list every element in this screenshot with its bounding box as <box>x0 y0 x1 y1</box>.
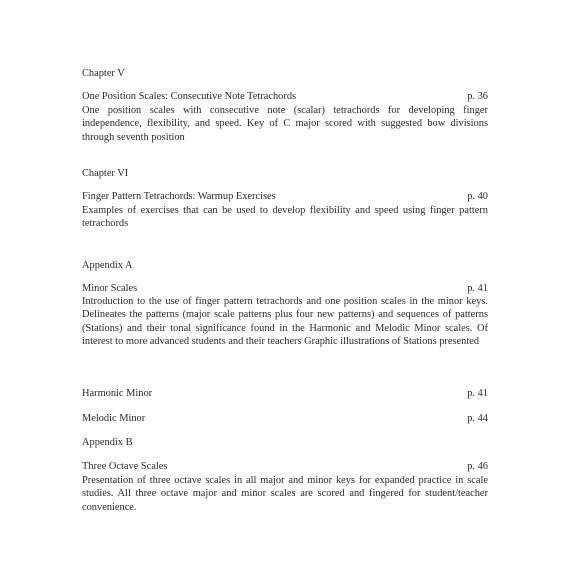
appendixA-entry <box>82 282 488 295</box>
melodic-minor-title: Melodic Minor <box>82 413 146 424</box>
appendixB-page: p. 46 <box>467 461 488 472</box>
chapter5-page: p. 36 <box>467 91 488 102</box>
harmonic-minor-entry <box>82 387 488 400</box>
appendixA-description: Introduction to the use of finger pattern tetrachords and one position scales in the minor keys. Delineates the patterns (major scale patterns plus four new patterns) and sequences of patterns (Stations) and their tonal significance found in the Harmonic and Melodic Minor scales. Of interest to more advanced students and their teachers Graphic illustrations of Stations presented <box>82 296 488 347</box>
melodic-minor-page: p. 44 <box>467 413 488 424</box>
harmonic-minor-title: Harmonic Minor <box>82 388 153 399</box>
appendixB-heading: Appendix B <box>82 437 133 448</box>
appendixA-title: Minor Scales <box>82 283 138 294</box>
chapter5-heading: Chapter V <box>82 68 125 79</box>
chapter6-page: p. 40 <box>467 191 488 202</box>
chapter5-description: One position scales with consecutive note (scalar) tetrachords for developing finger independence, flexibility, and speed. Key of C major scored with suggested bow divisions through seventh position <box>82 105 488 143</box>
appendixA-heading: Appendix A <box>82 260 133 271</box>
chapter6-description: Examples of exercises that can be used to develop flexibility and speed using finger pattern tetrachords <box>82 205 488 230</box>
chapter6-entry <box>82 190 488 203</box>
chapter5-title: One Position Scales: Consecutive Note Tetrachords <box>82 91 297 102</box>
chapter6-heading: Chapter VI <box>82 168 129 179</box>
appendixB-description: Presentation of three octave scales in all major and minor keys for expanded practice in scale studies. All three octave major and minor scales are scored and fingered for student/teacher convenience. <box>82 475 488 513</box>
appendixA-page: p. 41 <box>467 283 488 294</box>
appendixB-entry <box>82 460 488 473</box>
harmonic-minor-page: p. 41 <box>467 388 488 399</box>
chapter5-entry <box>82 90 488 103</box>
melodic-minor-entry <box>82 412 488 425</box>
appendixB-title: Three Octave Scales <box>82 461 168 472</box>
chapter6-title: Finger Pattern Tetrachords: Warmup Exercises <box>82 191 276 202</box>
